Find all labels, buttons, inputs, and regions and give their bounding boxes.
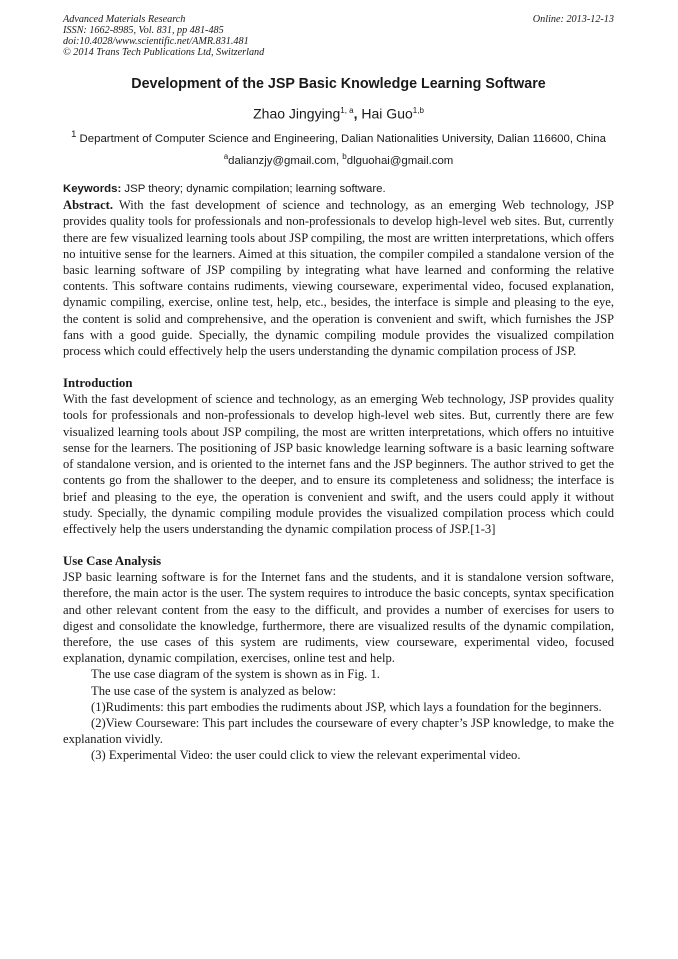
use-case-paragraph-1: JSP basic learning software is for the Internet fans and the students, and it is standalone version software, therefore, the main actor is the user. The system requires to introduce the basic concepts, syntax specification and other relevant content from the easy to the difficult, and provides a number of exercises for users to digest and consolidate the knowledge, furthermore, there are visualized results of the dynamic compilation, therefore, the use cases of this system are rudiments, view courseware, experimental video, focused explanation, dynamic compilation, exercises, online test and help. bbox=[63, 570, 614, 666]
author-1-sup: 1, a bbox=[340, 106, 354, 115]
email-a-sup: a bbox=[223, 152, 229, 162]
email-separator: , bbox=[335, 155, 343, 168]
author-2-sup: 1,b bbox=[412, 106, 424, 115]
use-case-paragraph-2: The use case diagram of the system is shown as in Fig. 1. bbox=[91, 667, 380, 682]
paper-page bbox=[63, 14, 614, 764]
keywords bbox=[63, 182, 614, 197]
use-case-item-1: (1)Rudiments: this part embodies the rudiments about JSP, which lays a foundation for the beginners. bbox=[91, 699, 602, 714]
use-case-item-2: (2)View Courseware: This part includes the courseware of every chapter’s JSP knowledge, to make the explanation vividly. bbox=[63, 715, 614, 747]
use-case-paragraph-3: The use case of the system is analyzed as below: bbox=[91, 683, 337, 698]
author-2: Hai Guo bbox=[361, 105, 413, 122]
online-date: Online: 2013-12-13 bbox=[532, 14, 614, 25]
keywords-label: Keywords: bbox=[63, 183, 122, 196]
author-separator: , bbox=[353, 105, 362, 122]
abstract bbox=[63, 197, 614, 359]
email-b: dlguohai@gmail.com bbox=[346, 155, 454, 168]
email-a: dalianzjy@gmail.com bbox=[228, 155, 336, 168]
email-b-sup: b bbox=[342, 152, 347, 162]
journal-name: Advanced Materials Research bbox=[63, 14, 186, 25]
email-line bbox=[63, 149, 614, 169]
use-case-item-3: (3) Experimental Video: the user could click to view the relevant experimental video. bbox=[91, 748, 521, 763]
paper-title: Development of the JSP Basic Knowledge Learning Software bbox=[131, 76, 546, 92]
doi-line: doi:10.4028/www.scientific.net/AMR.831.481 bbox=[63, 36, 249, 47]
abstract-text: With the fast development of science and technology, as an emerging Web technology, JSP provides quality tools for professionals and non-professionals to develop high-level web sites. But, currently there are few visualized learning tools about JSP compiling, the most are written interpretations, which offers no intuitive sense for the learners. Aimed at this situation, the compiler compiled a standalone version of the basic learning software of JSP compiling by integrating what have learned and conforming the relative contents. This software contains rudiments, viewing courseware, experimental video, focused explanation, dynamic compiling, exercise, online test, help, etc., besides, the interface is simple and pleasing to the eye, the content is solid and comprehensive, and the operation is convenient and swift, which furnishes the JSP fans with a good guide. Specially, the dynamic compiling module provides the visualized compilation process which could effectively help the users understanding the dynamic compilation process of JSP. bbox=[63, 198, 615, 359]
affiliation bbox=[63, 127, 614, 147]
affiliation-text: Department of Computer Science and Engineering, Dalian Nationalities University, Dalian 116600, China bbox=[79, 132, 606, 145]
abstract-label: Abstract. bbox=[63, 198, 114, 213]
keywords-text: JSP theory; dynamic compilation; learning software. bbox=[124, 183, 386, 196]
journal-header bbox=[63, 14, 614, 58]
introduction-heading: Introduction bbox=[63, 376, 133, 391]
author-1: Zhao Jingying bbox=[253, 105, 341, 122]
introduction-paragraph: With the fast development of science and technology, as an emerging Web technology, JSP provides quality tools for professionals and non-professionals to develop high-level web sites. But, currently there are few visualized learning tools about JSP compiling, the most are written interpretations, which offers no intuitive sense for the learners. The positioning of JSP basic knowledge learning software is a basic learning software of standalone version, and is oriented to the internet fans and the JSP beginners. The author strived to get the contents go from the shallower to the deeper, and to ensure its completeness and solidness; the interface is brief and pleasing to the eye, the operation is convenient and swift, and the users could apply it without study. Specially, the dynamic compiling module provides the visualized compilation process which could effectively help the users understanding the dynamic compilation process of JSP.[1-3] bbox=[63, 392, 614, 536]
use-case-heading: Use Case Analysis bbox=[63, 554, 162, 569]
author-line bbox=[63, 102, 614, 123]
issn-line: ISSN: 1662-8985, Vol. 831, pp 481-485 bbox=[63, 25, 224, 36]
copyright-line: © 2014 Trans Tech Publications Ltd, Switzerland bbox=[63, 47, 265, 58]
affiliation-sup: 1 bbox=[71, 128, 77, 140]
